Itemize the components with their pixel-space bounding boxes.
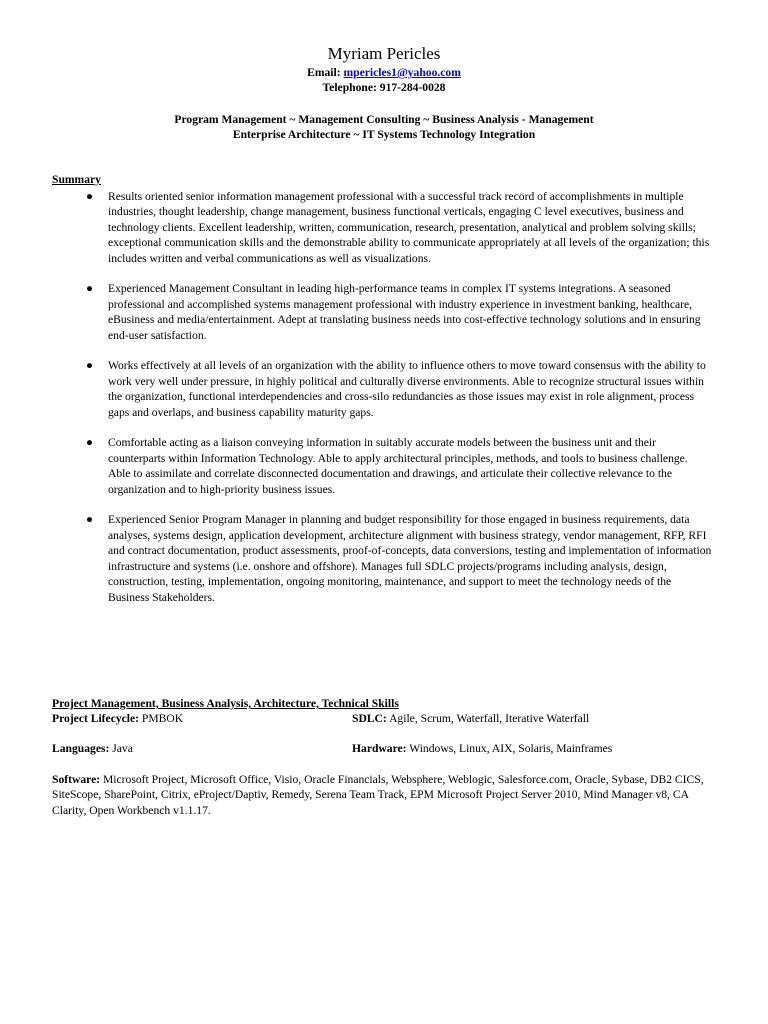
sdlc-row bbox=[352, 711, 589, 726]
tagline-1: Program Management ~ Management Consulting ~ Business Analysis - Management bbox=[174, 113, 594, 126]
languages-label: Languages: bbox=[52, 742, 110, 755]
summary-item-text: Comfortable acting as a liaison conveying information in suitably accurate models between the business unit and their counterparts within Information Technology. Able to apply architectural principles, methods, and tools to business challenge. Able to assimilate and correlate disconnected documentation and drawings, and articulate their collective relevance to the organization and to high-priority business issues. bbox=[108, 436, 688, 496]
software-row bbox=[52, 772, 712, 818]
summary-item-text: Works effectively at all levels of an organization with the ability to influence others to move toward consensus with the ability to work very well under pressure, in highly political and culturally diverse environments. Able to recognize structural issues within the organization, functional interdependencies and cross-silo redundancies as those issues may exist in role alignment, process gaps and overlaps, and business capability maturity gaps. bbox=[108, 359, 706, 419]
phone-number: 917-284-0028 bbox=[379, 81, 446, 94]
summary-item-text: Results oriented senior information management professional with a successful track record of accomplishments in multiple industries, thought leadership, change management, business functional verticals, engaging C level executives, business and technology clients. Excellent leadership, written, communication, research, presentation, analytical and problem solving skills; exceptional communication skills and the demonstrable ability to communicate appropriately at all levels of the organization; this includes written and verbal communications as well as visualizations. bbox=[108, 190, 710, 265]
bullet-icon: ● bbox=[86, 282, 94, 296]
summary-item-text: Experienced Senior Program Manager in planning and budget responsibility for those engaged in business requirements, data analyses, systems design, application development, architecture alignment with business strategy, vendor management, RFP, RFI and contract documentation, product assessments, proof-of-concepts, data conversions, testing and implementation of information infrastructure and systems (i.e. onshore and offshore). Manages full SDLC projects/programs including analysis, design, construction, testing, implementation, ongoing monitoring, maintenance, and support to meet the technology needs of the Business Stakeholders. bbox=[108, 513, 712, 604]
bullet-icon: ● bbox=[86, 513, 94, 527]
summary-item bbox=[52, 512, 712, 604]
summary-item bbox=[52, 281, 712, 343]
project-lifecycle-row bbox=[52, 711, 183, 726]
skills-heading: Project Management, Business Analysis, Architecture, Technical Skills bbox=[52, 697, 399, 710]
summary-item bbox=[52, 189, 712, 266]
hardware-label: Hardware: bbox=[352, 742, 407, 755]
summary-heading: Summary bbox=[52, 173, 101, 186]
project-lifecycle-value: PMBOK bbox=[141, 712, 184, 725]
software-value: Microsoft Project, Microsoft Office, Visio, Oracle Financials, Websphere, Weblogic, Salesforce.com, Oracle, Sybase, DB2 CICS, SiteScope, SharePoint, Citrix, eProject/Daptiv, Remedy, Serena Team Track, EPM Microsoft Project Server 2010, Mind Manager v8, CA Clarity, Open Workbench v1.1.17. bbox=[52, 773, 704, 817]
summary-item bbox=[52, 435, 712, 497]
summary-item bbox=[52, 358, 712, 420]
software-label: Software: bbox=[52, 773, 101, 786]
project-lifecycle-label: Project Lifecycle: bbox=[52, 712, 140, 725]
email-line bbox=[0, 65, 768, 80]
bullet-icon: ● bbox=[86, 436, 94, 450]
tagline-2: Enterprise Architecture ~ IT Systems Technology Integration bbox=[232, 128, 536, 141]
phone-line bbox=[0, 80, 768, 95]
email-label: Email: bbox=[307, 66, 341, 79]
bullet-icon: ● bbox=[86, 359, 94, 373]
summary-item-text: Experienced Management Consultant in leading high-performance teams in complex IT systems integrations. A seasoned professional and accomplished systems management professional with industry experience in investment banking, healthcare, eBusiness and media/entertainment. Adept at translating business needs into cost-effective technology solutions and in ensuring end-user satisfaction. bbox=[108, 282, 701, 342]
sdlc-label: SDLC: bbox=[352, 712, 387, 725]
sdlc-value: Agile, Scrum, Waterfall, Iterative Waterfall bbox=[389, 712, 590, 725]
candidate-name: Myriam Pericles bbox=[327, 44, 441, 63]
summary-list bbox=[52, 189, 712, 620]
phone-label: Telephone: bbox=[322, 81, 377, 94]
email-link[interactable]: mpericles1@yahoo.com bbox=[343, 66, 461, 79]
languages-value: Java bbox=[112, 742, 133, 755]
hardware-row bbox=[352, 741, 612, 756]
bullet-icon: ● bbox=[86, 190, 94, 203]
hardware-value: Windows, Linux, AIX, Solaris, Mainframes bbox=[409, 742, 613, 755]
languages-row bbox=[52, 741, 133, 756]
